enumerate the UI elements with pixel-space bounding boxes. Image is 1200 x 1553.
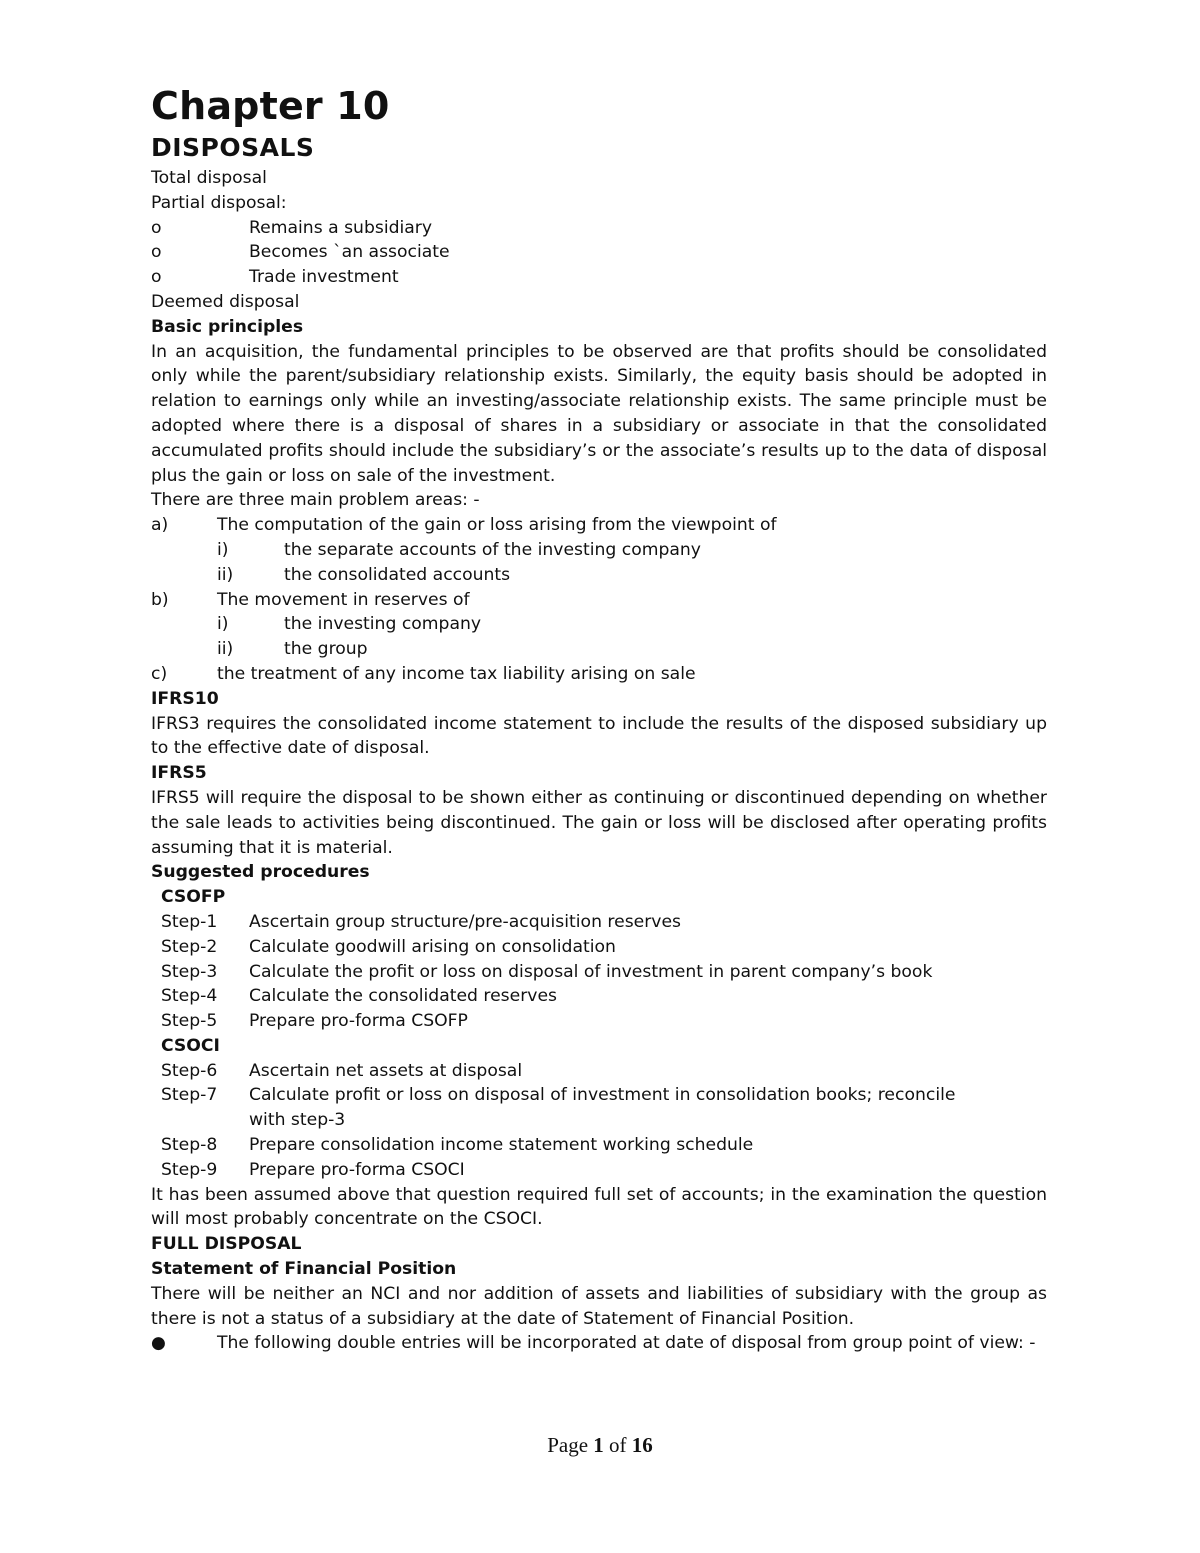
csofp-heading: CSOFP xyxy=(161,887,226,908)
csoci-heading: CSOCI xyxy=(161,1035,220,1056)
bullet-marker: o xyxy=(151,217,162,238)
basic-principles-paragraph: In an acquisition, the fundamental principles to be observed are that profits should be consolidated only while the parent/subsidiary relationship exists. Similarly, the equity basis should be adopted in relation to earnings only while an investing/associate relationship exists. The same principle must be adopted where there is a disposal of shares in a subsidiary or associate in that the consolidated accumulated profits should include the subsidiary’s or the associate’s results up to the data of disposal plus the gain or loss on sale of the investment. xyxy=(151,341,1047,486)
problem-a-sub-ii xyxy=(217,563,1047,588)
assumption-paragraph: It has been assumed above that question required full set of accounts; in the examination the question will most probably concentrate on the CSOCI. xyxy=(151,1184,1047,1230)
step-text: Ascertain group structure/pre-acquisition reserves xyxy=(249,911,681,932)
ifrs5-paragraph: IFRS5 will require the disposal to be shown either as continuing or discontinued depending on whether the sale leads to activities being discontinued. The gain or loss will be disclosed after operating profits assuming that it is material. xyxy=(151,787,1047,858)
partial-disposal-line: Partial disposal: xyxy=(151,192,287,213)
footer-page-word: Page xyxy=(547,1433,589,1457)
problem-a-sub-i xyxy=(217,538,1047,563)
sub-label: ii) xyxy=(217,564,234,585)
step-row xyxy=(161,910,1047,935)
step-text: Prepare pro-forma CSOFP xyxy=(249,1011,468,1032)
step-label: Step-4 xyxy=(161,986,218,1007)
sub-text: the investing company xyxy=(284,614,482,635)
bullet-marker: o xyxy=(151,242,162,263)
problem-text: The movement in reserves of xyxy=(217,589,470,610)
sub-label: i) xyxy=(217,539,229,560)
list-item xyxy=(151,240,1047,265)
step-row xyxy=(161,1009,1047,1034)
step-label: Step-2 xyxy=(161,936,218,957)
step-row xyxy=(161,1158,1047,1183)
sub-text: the group xyxy=(284,639,368,660)
step-label: Step-3 xyxy=(161,961,218,982)
footer-current-page: 1 xyxy=(593,1433,604,1457)
procedures-heading: Suggested procedures xyxy=(151,862,370,883)
sub-label: i) xyxy=(217,614,229,635)
step-row xyxy=(161,1083,1047,1133)
bullet-dot-icon: ● xyxy=(151,1333,166,1354)
problem-text: the treatment of any income tax liability arising on sale xyxy=(217,663,696,684)
sub-label: ii) xyxy=(217,639,234,660)
ifrs5-heading: IFRS5 xyxy=(151,763,207,784)
list-item xyxy=(151,216,1047,241)
sofp-paragraph: There will be neither an NCI and nor addition of assets and liabilities of subsidiary with the group as there is not a status of a subsidiary at the date of Statement of Financial Position. xyxy=(151,1283,1047,1329)
step-text: Prepare consolidation income statement working schedule xyxy=(249,1135,754,1156)
step-text: Calculate the profit or loss on disposal of investment in parent company’s book xyxy=(249,961,933,982)
step-text: Calculate the consolidated reserves xyxy=(249,986,557,1007)
step-row xyxy=(161,984,1047,1009)
bullet-text: The following double entries will be incorporated at date of disposal from group point of view: - xyxy=(217,1333,1036,1354)
problem-label: c) xyxy=(151,663,168,684)
problem-intro: There are three main problem areas: - xyxy=(151,490,480,511)
sub-text: the consolidated accounts xyxy=(284,564,511,585)
bullet-marker: o xyxy=(151,267,162,288)
page-footer xyxy=(0,1433,1200,1458)
step-row xyxy=(161,935,1047,960)
problem-a xyxy=(151,513,1047,538)
list-item xyxy=(151,265,1047,290)
step-row xyxy=(161,960,1047,985)
step-label: Step-6 xyxy=(161,1060,218,1081)
basic-principles-heading: Basic principles xyxy=(151,316,304,337)
step-text: Prepare pro-forma CSOCI xyxy=(249,1159,465,1180)
step-label: Step-9 xyxy=(161,1159,218,1180)
step-text: Ascertain net assets at disposal xyxy=(249,1060,523,1081)
step-row xyxy=(161,1059,1047,1084)
problem-b-sub-i xyxy=(217,612,1047,637)
list-item-text: Becomes `an associate xyxy=(249,242,450,263)
footer-total-pages: 16 xyxy=(631,1433,653,1457)
csofp-block xyxy=(161,885,1047,1183)
sofp-heading: Statement of Financial Position xyxy=(151,1259,457,1280)
ifrs10-paragraph: IFRS3 requires the consolidated income statement to include the results of the disposed subsidiary up to the effective date of disposal. xyxy=(151,713,1047,759)
problem-label: b) xyxy=(151,589,169,610)
total-disposal-line: Total disposal xyxy=(151,168,267,188)
ifrs10-heading: IFRS10 xyxy=(151,688,219,709)
chapter-title: Chapter 10 xyxy=(151,84,390,128)
list-item-text: Trade investment xyxy=(249,267,399,288)
step-label: Step-1 xyxy=(161,911,218,932)
section-title: DISPOSALS xyxy=(151,133,315,162)
list-item-text: Remains a subsidiary xyxy=(249,217,433,238)
deemed-disposal-line: Deemed disposal xyxy=(151,291,300,312)
full-disposal-heading: FULL DISPOSAL xyxy=(151,1234,302,1255)
footer-of-word: of xyxy=(609,1433,627,1457)
step-text: Calculate goodwill arising on consolidation xyxy=(249,936,616,957)
step-label: Step-5 xyxy=(161,1011,218,1032)
step-label: Step-8 xyxy=(161,1135,218,1156)
page-content xyxy=(151,82,1047,1356)
step-row xyxy=(161,1133,1047,1158)
bullet-item xyxy=(151,1331,1047,1356)
step-text: Calculate profit or loss on disposal of investment in consolidation books; reconcile with step-3 xyxy=(249,1085,956,1131)
problem-text: The computation of the gain or loss arising from the viewpoint of xyxy=(217,515,777,536)
problem-c xyxy=(151,662,1047,687)
step-label: Step-7 xyxy=(161,1085,218,1106)
problem-b-sub-ii xyxy=(217,637,1047,662)
sub-text: the separate accounts of the investing company xyxy=(284,539,701,560)
problem-b xyxy=(151,588,1047,613)
problem-label: a) xyxy=(151,515,169,536)
